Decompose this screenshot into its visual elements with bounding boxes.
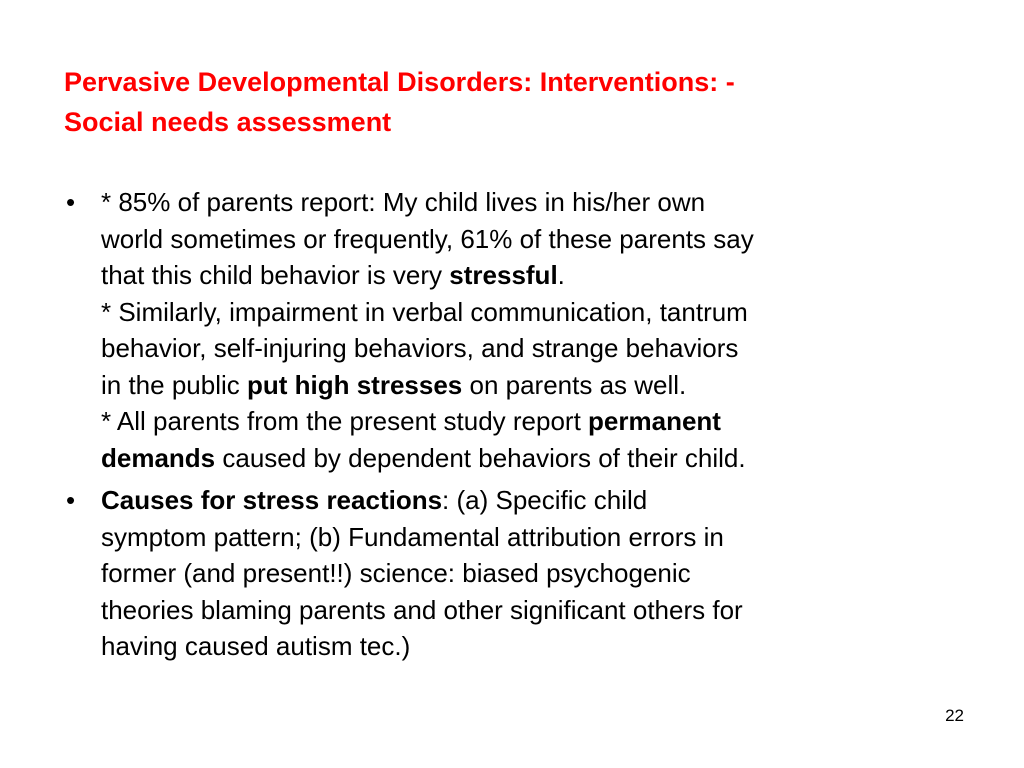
text-line: former (and present!!) science: biased psychogenic [101,558,691,588]
text-line [101,482,984,519]
text-line: world sometimes or frequently, 61% of these parents say [101,223,754,254]
text-segment: in the public [101,369,247,400]
text-line: behavior, self-injuring behaviors, and strange behaviors [101,333,739,363]
text-line: * 85% of parents report: My child lives in his/her own [101,187,706,217]
text-segment: that this child behavior is very [101,260,450,290]
bullet-item-stress-causes [64,482,984,665]
text-segment: : (a) Specific child [442,485,648,515]
bullet-item-parent-reports [64,184,984,476]
page-number: 22 [945,706,964,725]
text-segment: on parents as well. [462,369,687,400]
text-line: having caused autism tec.) [101,631,411,661]
text-line [101,367,984,404]
slide-title [64,62,964,142]
bullet-list [64,184,984,671]
text-line: theories blaming parents and other significant others for [101,594,743,625]
emphasis-put-high-stresses: put high stresses [246,369,463,400]
text-line [101,440,984,477]
text-segment: caused by dependent behaviors of their child. [215,442,746,473]
bullet-dot-icon: • [66,187,76,217]
emphasis-demands: demands [101,442,216,473]
text-line: symptom pattern; (b) Fundamental attribution errors in [101,521,724,552]
emphasis-stressful: stressful [449,260,558,290]
text-line: * Similarly, impairment in verbal communication, tantrum [101,296,748,327]
emphasis-causes-for-stress: Causes for stress reactions [101,485,443,515]
text-line [101,257,984,294]
text-segment: * All parents from the present study report [101,406,589,436]
title-line-1: Pervasive Developmental Disorders: Interventions: - [64,67,735,97]
bullet-dot-icon: • [66,485,76,515]
title-line-2: Social needs assessment [64,107,392,137]
emphasis-permanent: permanent [588,406,721,436]
text-line [101,403,984,440]
text-segment: . [557,260,565,290]
